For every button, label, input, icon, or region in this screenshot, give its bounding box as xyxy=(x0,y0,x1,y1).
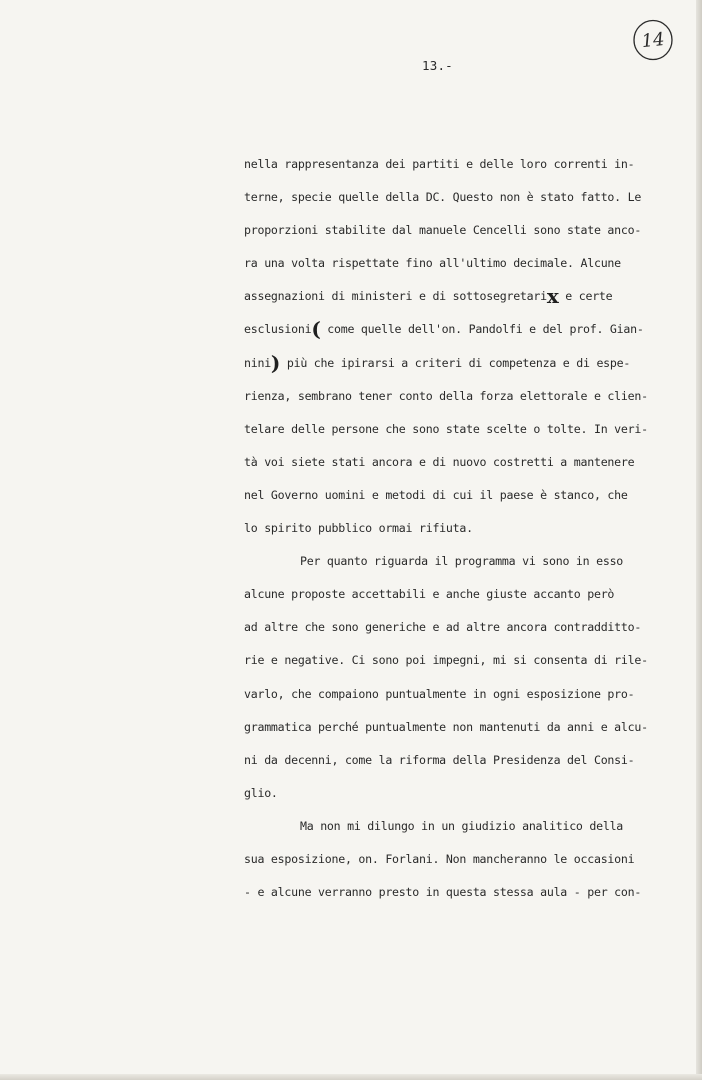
text-line-annotated xyxy=(244,313,674,346)
text-line-indented: Per quanto riguarda il programma vi sono in esso xyxy=(300,554,624,569)
text-segment: più che ipirarsi a criteri di competenza e di espe- xyxy=(280,355,631,370)
text-segment: esclusioni xyxy=(244,322,312,337)
text-line: rie e negative. Ci sono poi impegni, mi si consenta di rile- xyxy=(244,653,648,668)
text-line: terne, specie quelle della DC. Questo non è stato fatto. Le xyxy=(244,190,642,205)
handwritten-close-parenthesis: ) xyxy=(270,350,281,375)
text-line-indented: Ma non mi dilungo in un giudizio analitico della xyxy=(300,818,624,833)
text-line: varlo, che compaiono puntualmente in ogni esposizione pro- xyxy=(244,686,635,701)
page-edge-bottom xyxy=(0,1074,702,1080)
text-line: grammatica perché puntualmente non mantenuti da anni e alcu- xyxy=(244,719,648,734)
text-line: ra una volta rispettate fino all'ultimo decimale. Alcune xyxy=(244,256,621,271)
text-line: ni da decenni, come la riforma della Presidenza del Consi- xyxy=(244,752,635,767)
text-line: glio. xyxy=(244,785,278,800)
stamp-number: 14 xyxy=(640,28,666,52)
text-line: tà voi siete stati ancora e di nuovo costretti a mantenere xyxy=(244,454,635,469)
text-line: ad altre che sono generiche e ad altre ancora contradditto- xyxy=(244,620,642,635)
text-line: - e alcune verranno presto in questa stessa aula - per con- xyxy=(244,885,642,900)
text-line-annotated xyxy=(244,347,674,380)
text-segment: assegnazioni di ministeri e di sottosegretari xyxy=(244,289,547,304)
handwritten-open-parenthesis: ( xyxy=(311,317,321,342)
handwritten-x-mark: x xyxy=(546,284,559,309)
text-line: nel Governo uomini e metodi di cui il paese è stanco, che xyxy=(244,487,628,502)
document-body xyxy=(244,148,674,909)
text-segment: e certe xyxy=(558,289,613,304)
page-number: 13.- xyxy=(422,58,453,73)
text-line: proporzioni stabilite dal manuele Cencelli sono state anco- xyxy=(244,223,642,238)
text-line: nella rappresentanza dei partiti e delle loro correnti in- xyxy=(244,157,635,171)
text-segment: come quelle dell'on. Pandolfi e del prof. Gian- xyxy=(320,322,644,337)
handwritten-page-stamp xyxy=(631,18,675,62)
page-edge-right xyxy=(696,0,702,1080)
text-line: alcune proposte accettabili e anche giuste accanto però xyxy=(244,587,615,602)
text-line-annotated xyxy=(244,280,674,313)
text-line: telare delle persone che sono state scelte o tolte. In veri- xyxy=(244,421,648,436)
text-line: rienza, sembrano tener conto della forza elettorale e clien- xyxy=(244,388,648,403)
text-line: sua esposizione, on. Forlani. Non mancheranno le occasioni xyxy=(244,851,635,866)
text-line: lo spirito pubblico ormai rifiuta. xyxy=(244,521,473,536)
text-segment: nini xyxy=(244,355,271,370)
